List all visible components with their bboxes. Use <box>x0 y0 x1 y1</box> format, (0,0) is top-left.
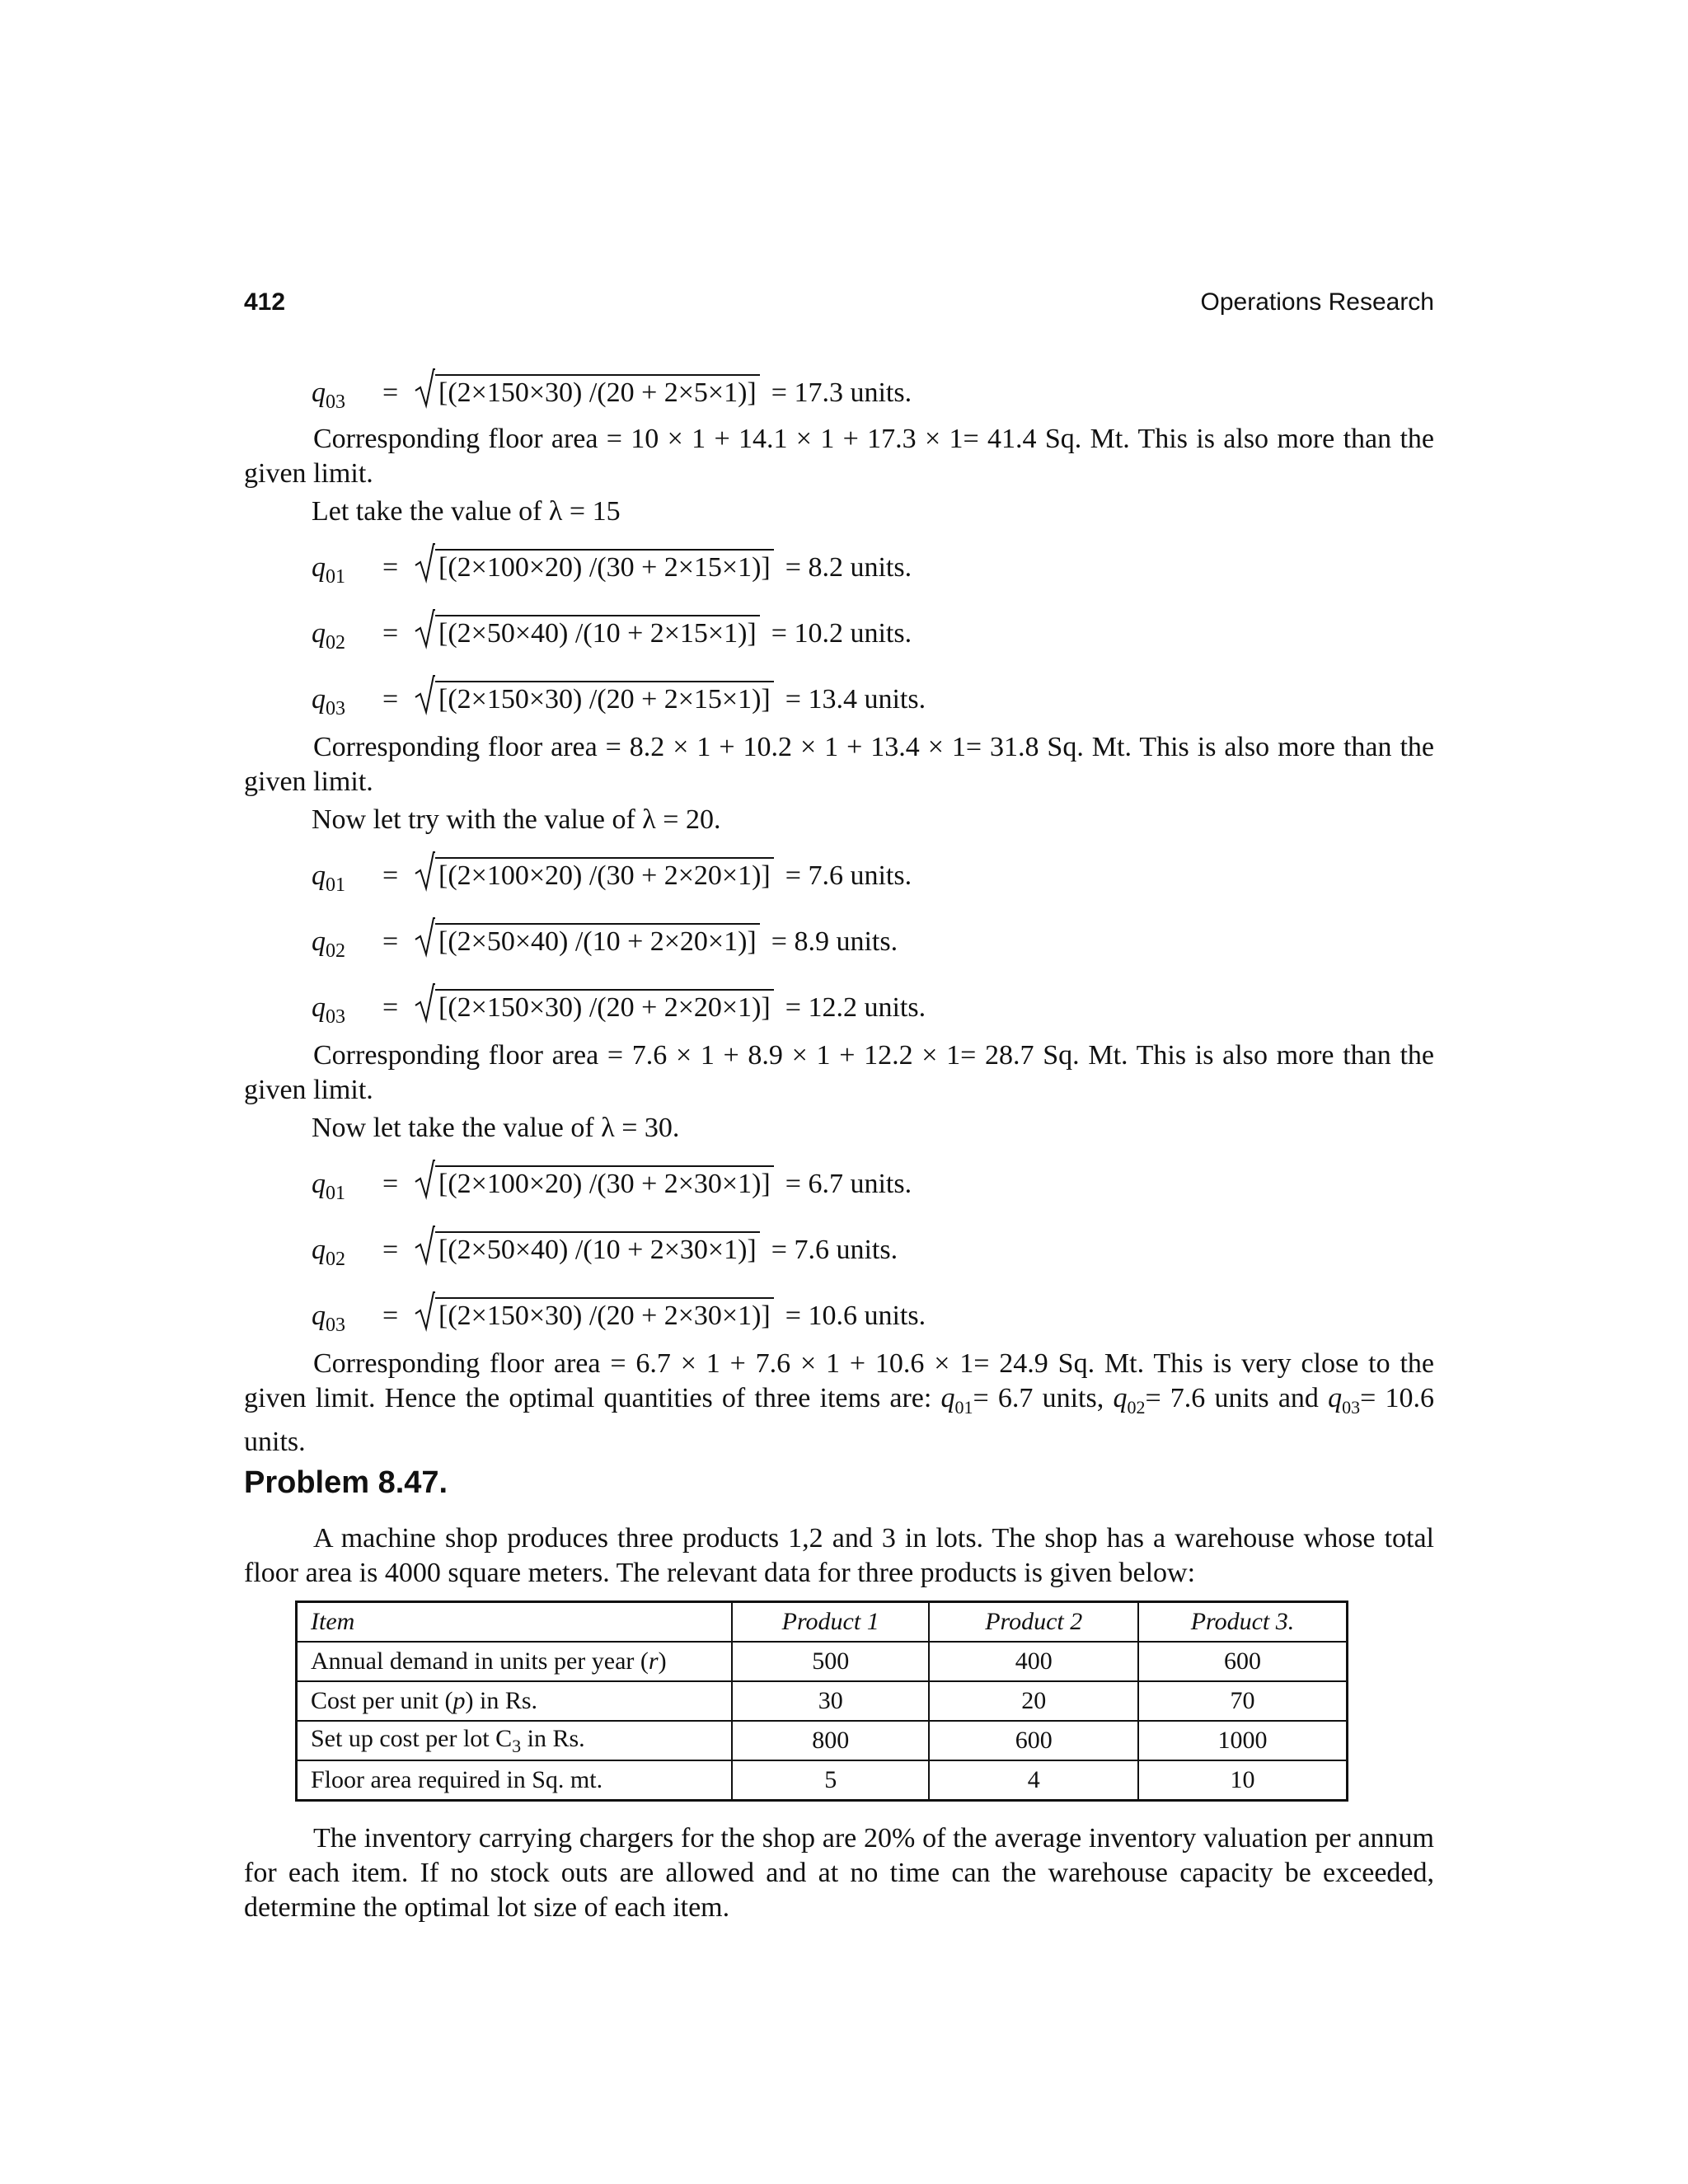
sqrt: [(2×150×30) /(20 + 2×30×1)] <box>414 1297 774 1332</box>
table-cell: 600 <box>929 1721 1138 1760</box>
table-header-row <box>297 1602 1348 1643</box>
running-head: Operations Research <box>1200 288 1434 316</box>
equation-q02: $q_{02}$ = [(2×50×40) /(10 + 2×30×1)] = 7.6 units. <box>312 1231 898 1277</box>
eq-sign: = <box>382 377 399 408</box>
table-cell: 800 <box>732 1721 930 1760</box>
floor-area-paragraph: Corresponding floor area = 8.2 × 1 + 10.2 × 1 + 13.4 × 1= 31.8 Sq. Mt. This is also more than the given limit. <box>244 732 1434 797</box>
lambda-line: Now let take the value of λ = 30. <box>312 1113 680 1143</box>
table-cell: 30 <box>732 1681 930 1721</box>
sqrt-icon <box>414 981 435 1024</box>
eq-result: = 17.3 units. <box>771 377 912 408</box>
table-header: Product 3. <box>1138 1602 1348 1643</box>
sqrt-icon <box>414 915 435 958</box>
equation-q01: $q_{01}$ = [(2×100×20) /(30 + 2×20×1)] = 7.6 units. <box>312 857 912 903</box>
table-cell: 400 <box>929 1642 1138 1681</box>
eq-sub: 03 <box>326 391 345 413</box>
sqrt-icon <box>414 607 435 649</box>
page-number: 412 <box>244 288 286 316</box>
table-row <box>297 1760 1348 1801</box>
equation-q01: $q_{01}$ = [(2×100×20) /(30 + 2×30×1)] = 6.7 units. <box>312 1165 912 1212</box>
sqrt-icon <box>414 541 435 583</box>
sqrt-icon <box>414 1289 435 1332</box>
row-label: Set up cost per lot $C_3$ in Rs. <box>297 1721 732 1760</box>
lambda-line: Now let try with the value of λ = 20. <box>312 804 721 835</box>
sqrt: [(2×150×30) /(20 + 2×15×1)] <box>414 681 774 715</box>
table-cell: 1000 <box>1138 1721 1348 1760</box>
table-row <box>297 1721 1348 1760</box>
table-cell: 5 <box>732 1760 930 1801</box>
table-cell: 70 <box>1138 1681 1348 1721</box>
equation-q03: $q_{03}$ = [(2×150×30) /(20 + 2×15×1)] = 13.4 units. <box>312 681 926 727</box>
table-row <box>297 1642 1348 1681</box>
table-cell: 10 <box>1138 1760 1348 1801</box>
floor-area-paragraph: Corresponding floor area = 10 × 1 + 14.1 × 1 + 17.3 × 1= 41.4 Sq. Mt. This is also more than the given limit. <box>244 424 1434 489</box>
row-label: Annual demand in units per year (r) <box>297 1642 732 1681</box>
equation-q01: $q_{01}$ = [(2×100×20) /(30 + 2×15×1)] = 8.2 units. <box>312 549 912 595</box>
product-data-table <box>295 1601 1348 1802</box>
floor-area-paragraph: Corresponding floor area = 7.6 × 1 + 8.9 × 1 + 12.2 × 1= 28.7 Sq. Mt. This is also more than the given limit. <box>244 1040 1434 1105</box>
sqrt-icon <box>414 673 435 715</box>
table-header: Product 1 <box>732 1602 930 1643</box>
equation-q03: $q_{03}$ = [(2×150×30) /(20 + 2×20×1)] = 12.2 units. <box>312 989 926 1035</box>
sqrt: [(2×100×20) /(30 + 2×15×1)] <box>414 549 774 583</box>
table-cell: 500 <box>732 1642 930 1681</box>
table-cell: 20 <box>929 1681 1138 1721</box>
sqrt: [(2×50×40) /(10 + 2×20×1)] <box>414 923 760 958</box>
sqrt <box>414 374 760 409</box>
problem-intro: A machine shop produces three products 1,2 and 3 in lots. The shop has a warehouse whose total floor area is 4000 square meters. The relevant data for three products is given below: <box>244 1523 1434 1588</box>
radicand: [(2×150×30) /(20 + 2×5×1)] <box>435 374 760 409</box>
table-cell: 600 <box>1138 1642 1348 1681</box>
sqrt-icon <box>414 1223 435 1266</box>
row-label: Cost per unit (p) in Rs. <box>297 1681 732 1721</box>
sqrt-icon <box>414 1157 435 1200</box>
table-cell: 4 <box>929 1760 1138 1801</box>
row-label: Floor area required in Sq. mt. <box>297 1760 732 1801</box>
problem-heading: Problem 8.47. <box>244 1465 448 1500</box>
table-header: Product 2 <box>929 1602 1138 1643</box>
table-row <box>297 1681 1348 1721</box>
equation-q03: $q_{03}$ = [(2×150×30) /(20 + 2×30×1)] = 10.6 units. <box>312 1297 926 1343</box>
equation-q03 <box>312 374 912 420</box>
equation-q02: $q_{02}$ = [(2×50×40) /(10 + 2×20×1)] = 8.9 units. <box>312 923 898 969</box>
lambda-line: Let take the value of λ = 15 <box>312 496 621 527</box>
sqrt-icon <box>414 366 435 409</box>
sqrt: [(2×50×40) /(10 + 2×15×1)] <box>414 615 760 649</box>
eq-lhs: q <box>312 377 326 408</box>
table-header: Item <box>297 1602 732 1643</box>
equation-q02: $q_{02}$ = [(2×50×40) /(10 + 2×15×1)] = 10.2 units. <box>312 615 912 661</box>
sqrt: [(2×100×20) /(30 + 2×20×1)] <box>414 857 774 892</box>
sqrt: [(2×50×40) /(10 + 2×30×1)] <box>414 1231 760 1266</box>
floor-area-conclusion: Corresponding floor area = 6.7 × 1 + 7.6 × 1 + 10.6 × 1= 24.9 Sq. Mt. This is very close to the given limit. Hence the optimal quantities of three items are: $q_{01}= 6.7$ units, $q_{02}= 7.6$ units and $q_{03}= 10.6$ units. <box>244 1348 1434 1457</box>
sqrt-icon <box>414 849 435 892</box>
sqrt: [(2×150×30) /(20 + 2×20×1)] <box>414 989 774 1024</box>
problem-closing: The inventory carrying chargers for the shop are 20% of the average inventory valuation per annum for each item. If no stock outs are allowed and at no time can the warehouse capacity be exceeded, determine the optimal lot size of each item. <box>244 1823 1434 1923</box>
sqrt: [(2×100×20) /(30 + 2×30×1)] <box>414 1165 774 1200</box>
